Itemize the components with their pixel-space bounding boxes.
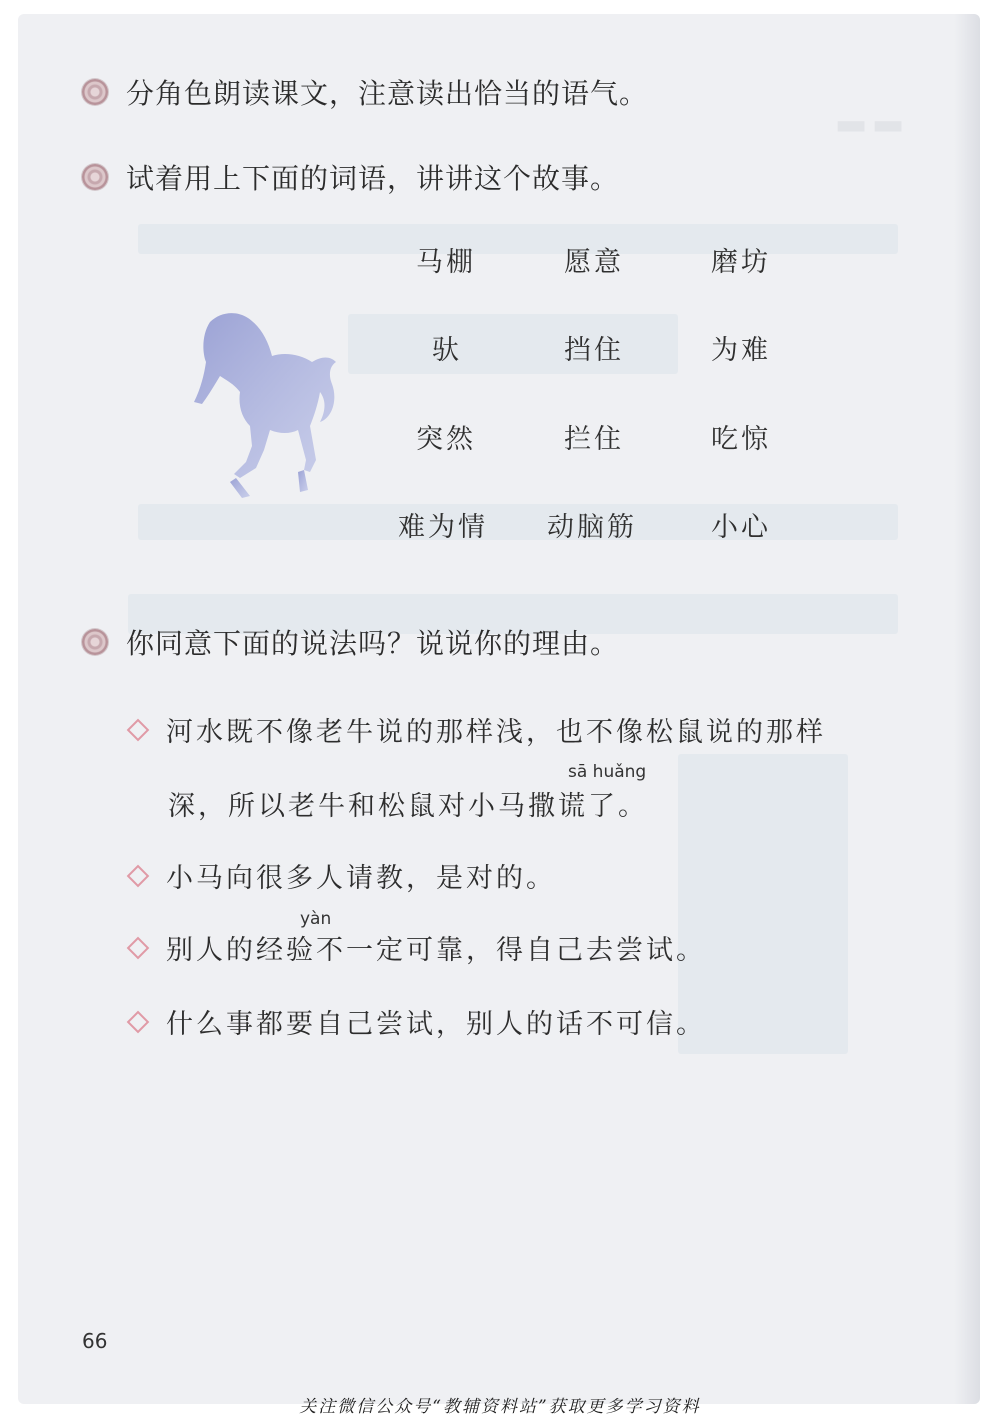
bleed-through: ▂ ▂ [838,92,902,132]
word-item: 挡住 [564,335,624,366]
question-text: 分角色朗读课文，注意读出恰当的语气。 [126,77,649,110]
footer-note: 关注微信公众号“教辅资料站”获取更多学习资料 [299,1397,701,1417]
word-item: 拦住 [564,424,624,455]
word-item: 吃惊 [711,424,771,455]
statement-text: 小马向很多人请教，是对的。 [166,863,556,894]
bleed-through [138,504,898,540]
statement-1 [130,710,826,749]
question-text: 你同意下面的说法吗？说说你的理由。 [126,627,620,660]
page-number: 66 [82,1329,108,1353]
word-item: 难为情 [398,512,488,543]
word-item: 动脑筋 [547,512,637,543]
statement-4 [130,1002,706,1041]
pinyin-annotation: yàn [300,909,332,929]
pinyin-annotation: sā huǎng [568,762,647,782]
horse-illustration [180,300,360,500]
diamond-icon [127,936,150,959]
bullet-icon [82,164,108,190]
statement-text: 别人的经验不一定可靠，得自己去尝试。 [166,935,706,966]
statement-text: 什么事都要自己尝试，别人的话不可信。 [166,1009,706,1040]
word-item: 为难 [711,335,771,366]
bullet-icon [82,629,108,655]
question-text: 试着用上下面的词语，讲讲这个故事。 [126,162,620,195]
statement-2 [130,856,556,895]
diamond-icon [127,1010,150,1033]
statement-3 [130,928,706,967]
page-edge-shadow [954,14,980,1404]
word-item: 驮 [432,335,462,366]
word-item: 磨坊 [711,247,771,278]
question-1 [82,72,648,112]
diamond-icon [127,718,150,741]
bullet-icon [82,79,108,105]
question-2 [82,157,619,197]
bleed-through [348,314,678,374]
statement-text-continued: 深，所以老牛和松鼠对小马撒谎了。 [168,791,648,822]
diamond-icon [127,864,150,887]
word-item: 突然 [416,424,476,455]
page-sheet [18,14,980,1404]
question-3 [82,622,619,662]
word-item: 马棚 [416,247,476,278]
bleed-through [138,224,898,254]
word-item: 小心 [711,512,771,543]
word-item: 愿意 [564,247,624,278]
statement-text: 河水既不像老牛说的那样浅，也不像松鼠说的那样 [166,717,826,748]
